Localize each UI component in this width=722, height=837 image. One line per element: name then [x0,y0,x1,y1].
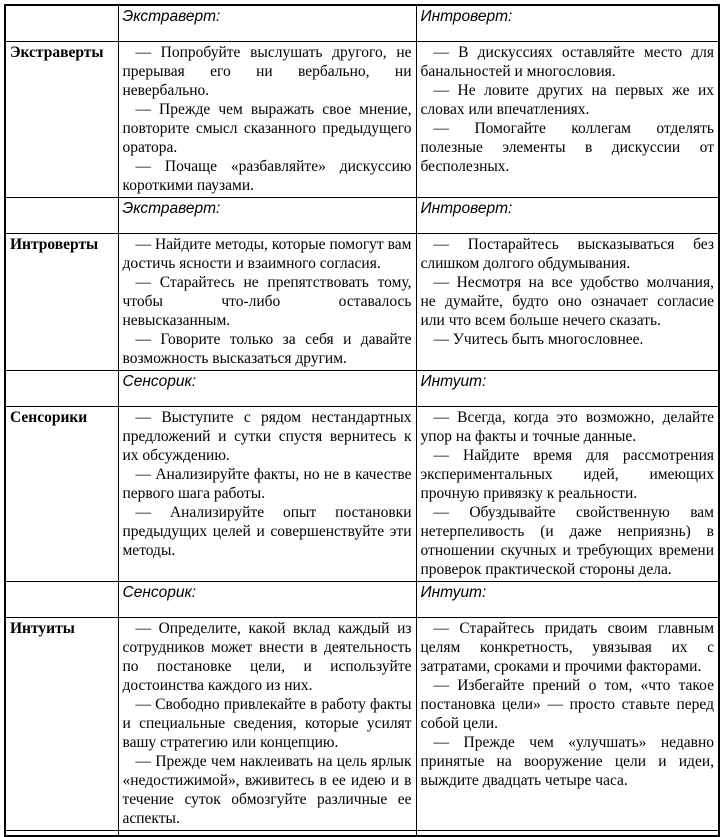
column-header-extravert: Экстраверт: [118,5,416,42]
advice-item: — Определите, какой вклад каждый из сотрудников может внести в деятельность по постановке цели, и используйте достоинства каждого из них. [122,620,412,694]
advice-cell-introverts-right [416,234,719,371]
advice-item: — Не ловите других на первых же их словах или впечатлениях. [420,82,714,118]
section-3-header-row [5,371,719,407]
column-header-intuit: Интуит: [416,582,719,618]
table-bottom-spacer-row [5,831,719,837]
advice-item: — Прежде чем наклеивать на цель ярлык «недостижимой», вживитесь в ее идею и в течение суток обмозгуйте различные ее аспекты. [122,753,412,827]
advice-item: — Анализируйте факты, но не в качестве первого шага работы. [122,466,412,502]
advice-item: — Анализируйте опыт постановки предыдущих целей и совершенствуйте эти методы. [122,504,412,559]
section-2-header-row [5,198,719,234]
advice-cell-extraverts-right [416,42,719,198]
section-4-header-row [5,582,719,618]
advice-item: — Обуздывайте свойственную вам нетерпеливость (и даже неприязнь) в отношении скучных и требующих времени проверок практической стороны дела. [420,504,714,578]
column-header-introvert: Интроверт: [416,5,719,42]
empty-cell [118,831,416,837]
advice-item: — Учитесь быть многословнее. [433,331,644,348]
advice-item: — Старайтесь придать своим главным целям конкретность, увязывая их с затратами, сроками и прочими факторами. [420,620,714,675]
section-1-header-row [5,5,719,42]
column-header-extravert: Экстраверт: [118,198,416,234]
advice-item: — Всегда, когда это возможно, делайте упор на факты и точные данные. [420,409,714,445]
row-label-introverts: Интроверты [5,234,118,371]
empty-corner-cell [5,582,118,618]
advice-item: — Помогайте коллегам отделять полезные элементы в дискуссии от бесполезных. [420,120,714,175]
advice-cell-sensors-left [118,407,416,582]
advice-item: — Постарайтесь высказываться без слишком долгого обдумывания. [420,236,714,272]
row-label-sensors: Сенсорики [5,407,118,582]
advice-item: — Почаще «разбавляйте» дискуссию короткими паузами. [122,158,412,194]
empty-corner-cell [5,5,118,42]
advice-item: — Попробуйте выслушать другого, не прерывая его ни вербально, ни невербально. [122,44,412,99]
advice-item: — Избегайте прений о том, «что такое постановка цели» — просто ставьте перед собой цели. [420,677,714,732]
column-header-sensor: Сенсорик: [118,582,416,618]
advice-cell-extraverts-left [118,42,416,198]
section-2-content-row [5,234,719,371]
empty-cell [416,831,719,837]
advice-cell-introverts-left [118,234,416,371]
advice-item: — Прежде чем «улучшать» недавно принятые на вооружение цели и идеи, выждите двадцать четыре часа. [420,734,714,789]
advice-item: — Свободно привлекайте в работу факты и специальные сведения, которые усилят вашу стратегию или концепцию. [122,696,412,751]
advice-item: — Прежде чем выражать свое мнение, повторите смысл сказанного предыдущего оратора. [122,101,412,156]
advice-item: — Несмотря на все удобство молчания, не думайте, будто оно означает согласие или что всем больше нечего сказать. [420,274,714,329]
advice-item: — Говорите только за себя и давайте возможность высказаться другим. [122,331,412,367]
empty-corner-cell [5,198,118,234]
personality-advice-table [4,4,720,837]
advice-item: — Найдите время для рассмотрения экспериментальных идей, имеющих прочную привязку к реальности. [420,447,714,502]
column-header-intuit: Интуит: [416,371,719,407]
empty-cell [5,831,118,837]
advice-item: — В дискуссиях оставляйте место для банальностей и многословия. [420,44,714,80]
advice-cell-intuits-right [416,618,719,831]
advice-item: — Старайтесь не препятствовать тому, чтобы что-либо оставалось невысказанным. [122,274,412,329]
column-header-introvert: Интроверт: [416,198,719,234]
column-header-sensor: Сенсорик: [118,371,416,407]
row-label-intuits: Интуиты [5,618,118,831]
advice-item: — Найдите методы, которые помогут вам достичь ясности и взаимного согласия. [122,236,412,272]
section-4-content-row [5,618,719,831]
section-3-content-row [5,407,719,582]
advice-cell-sensors-right [416,407,719,582]
advice-item: — Выступите с рядом нестандартных предложений и сутки спустя вернитесь к их обсуждению. [122,409,412,464]
section-1-content-row [5,42,719,198]
empty-corner-cell [5,371,118,407]
row-label-extraverts: Экстраверты [5,42,118,198]
advice-cell-intuits-left [118,618,416,831]
